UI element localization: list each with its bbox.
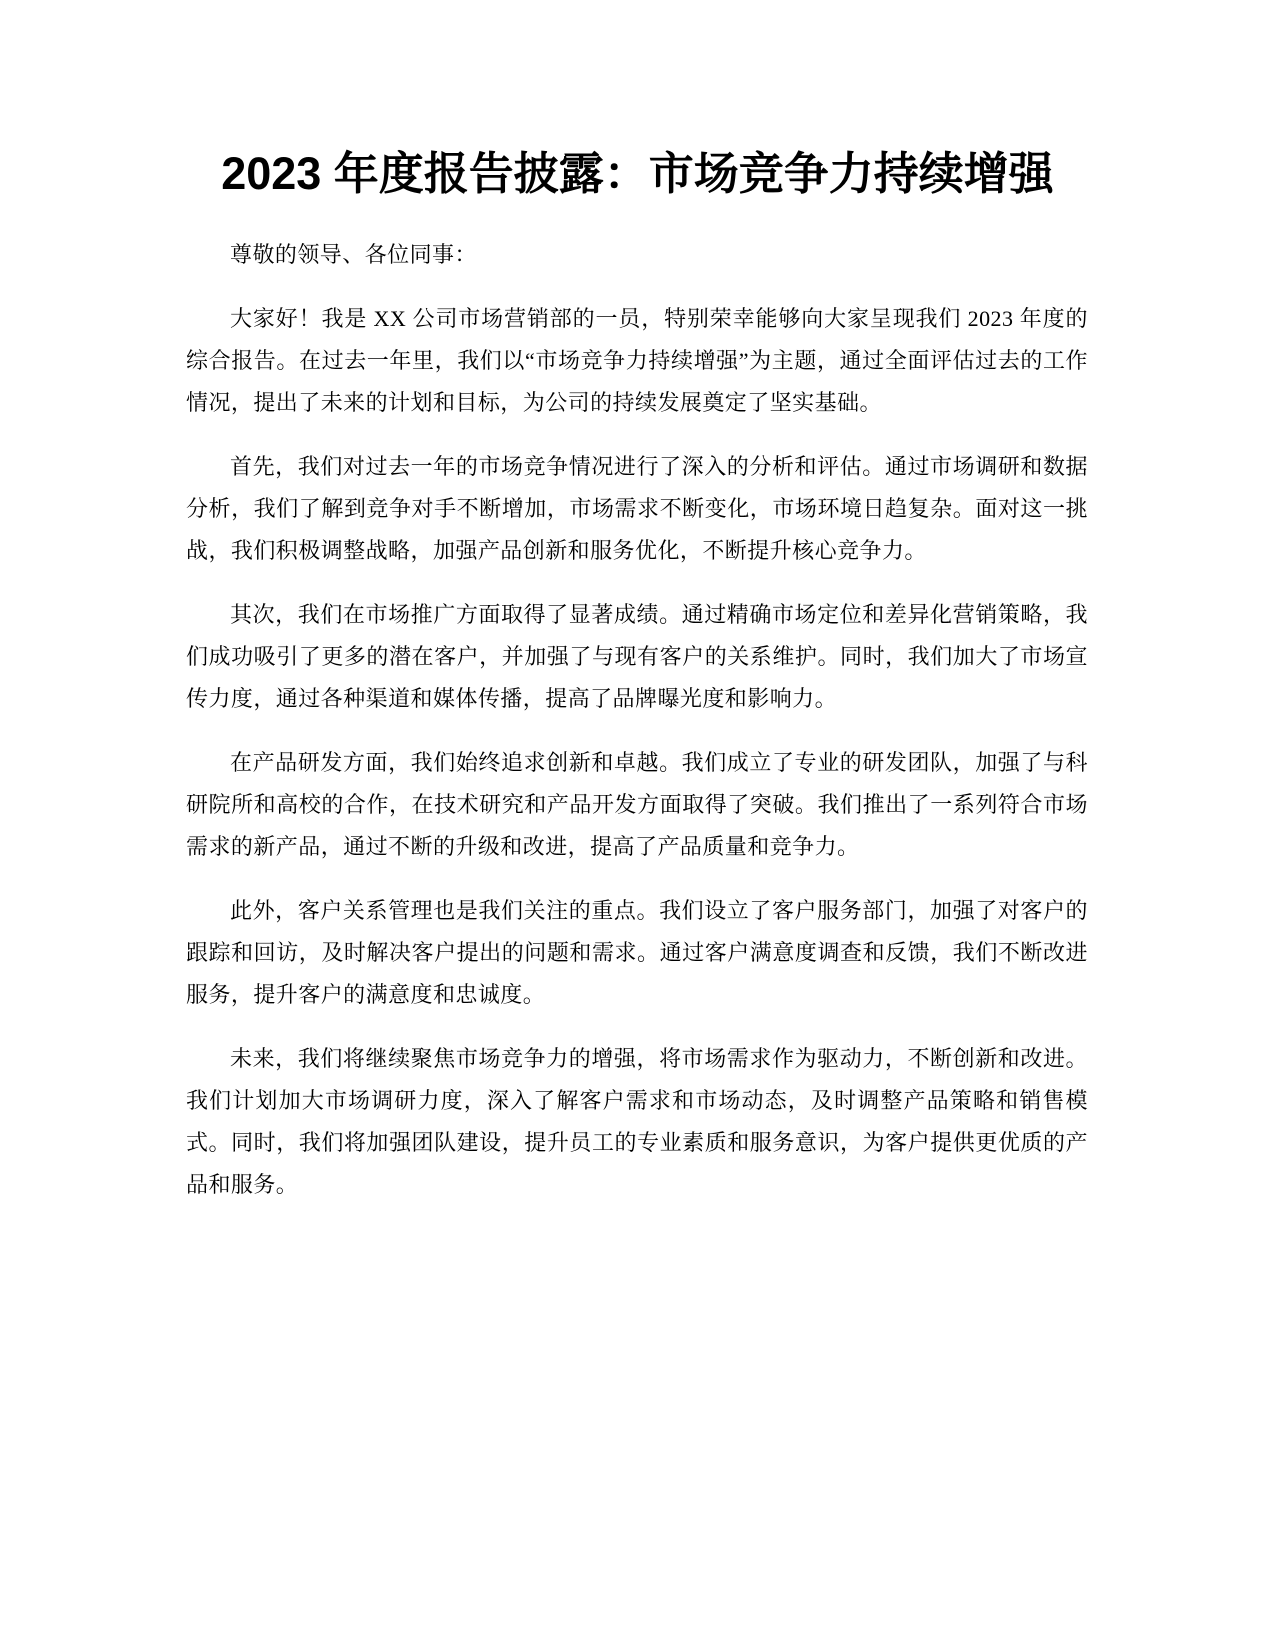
product-rd-paragraph: 在产品研发方面，我们始终追求创新和卓越。我们成立了专业的研发团队，加强了与科研院所和高校的合作，在技术研究和产品开发方面取得了突破。我们推出了一系列符合市场需求的新产品，通过不断的升级和改进，提高了产品质量和竞争力。 <box>186 750 1088 859</box>
intro-paragraph: 大家好！我是 XX 公司市场营销部的一员，特别荣幸能够向大家呈现我们 2023 年度的综合报告。在过去一年里，我们以“市场竞争力持续增强”为主题，通过全面评估过去的工作情况，提出了未来的计划和目标，为公司的持续发展奠定了坚实基础。 <box>186 306 1088 415</box>
customer-relations-paragraph: 此外，客户关系管理也是我们关注的重点。我们设立了客户服务部门，加强了对客户的跟踪和回访，及时解决客户提出的问题和需求。通过客户满意度调查和反馈，我们不断改进服务，提升客户的满意度和忠诚度。 <box>186 898 1088 1007</box>
future-plans-paragraph: 未来，我们将继续聚焦市场竞争力的增强，将市场需求作为驱动力，不断创新和改进。我们计划加大市场调研力度，深入了解客户需求和市场动态，及时调整产品策略和销售模式。同时，我们将加强团队建设，提升员工的专业素质和服务意识，为客户提供更优质的产品和服务。 <box>186 1046 1088 1197</box>
document-body <box>186 234 1088 1228</box>
salutation-paragraph: 尊敬的领导、各位同事： <box>230 242 477 267</box>
market-analysis-paragraph: 首先，我们对过去一年的市场竞争情况进行了深入的分析和评估。通过市场调研和数据分析，我们了解到竞争对手不断增加，市场需求不断变化，市场环境日趋复杂。面对这一挑战，我们积极调整战略，加强产品创新和服务优化，不断提升核心竞争力。 <box>186 454 1088 563</box>
marketing-promotion-paragraph: 其次，我们在市场推广方面取得了显著成绩。通过精确市场定位和差异化营销策略，我们成功吸引了更多的潜在客户，并加强了与现有客户的关系维护。同时，我们加大了市场宣传力度，通过各种渠道和媒体传播，提高了品牌曝光度和影响力。 <box>186 602 1088 711</box>
document-title: 2023 年度报告披露：市场竞争力持续增强 <box>221 148 1054 199</box>
